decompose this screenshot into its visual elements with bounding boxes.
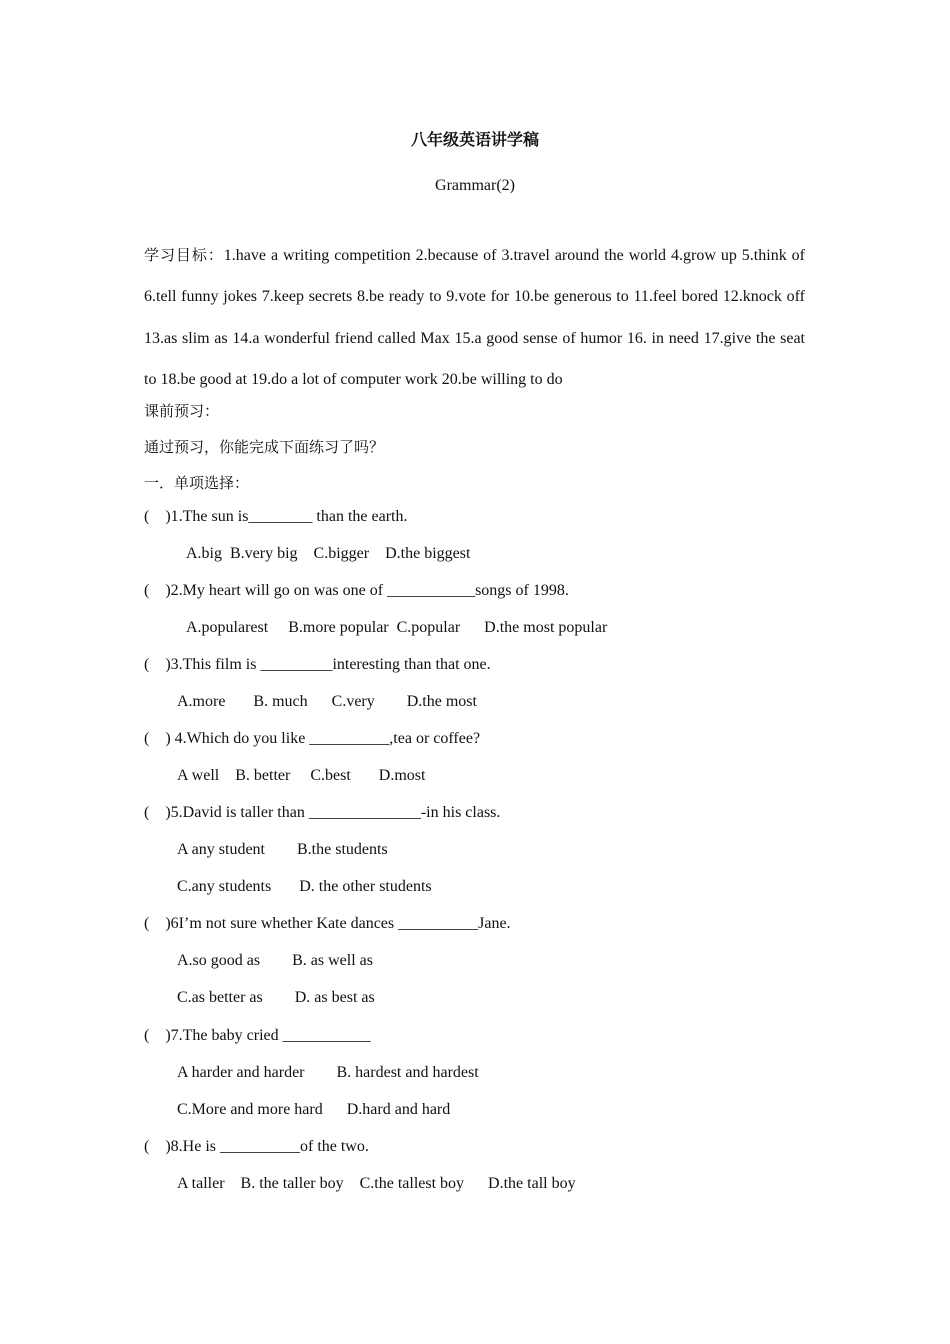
section-heading: 一．单项选择： [144, 474, 250, 492]
preview-heading: 课前预习： [144, 402, 220, 420]
question-5-options-a: A any student B.the students [177, 841, 388, 858]
question-1: ( )1.The sun is________ than the earth. [144, 508, 408, 525]
objectives-text: 1.have a writing competition 2.because of 3.travel around the world 4.grow up 5.think of 6.tell funny jokes 7.keep secrets 8.be ready to 9.vote for 10.be generous to 11.feel bored 12.knock off 13.as slim as 14.a wonderful friend called Max 15.a good sense of humor 16. in need 17.give the seat to 18.be good at 19.do a lot of computer work 20.be willing to do [144, 247, 805, 388]
question-6-options-a: A.so good as B. as well as [177, 952, 373, 969]
question-5: ( )5.David is taller than ______________-in his class. [144, 804, 501, 821]
question-1-options: A.big B.very big C.bigger D.the biggest [186, 545, 471, 562]
question-7-options-a: A harder and harder B. hardest and hardest [177, 1064, 479, 1081]
objectives-label: 学习目标： [144, 246, 224, 264]
question-8-options: A taller B. the taller boy C.the tallest boy D.the tall boy [177, 1175, 576, 1192]
question-4: ( ) 4.Which do you like __________,tea or coffee? [144, 730, 481, 747]
question-8: ( )8.He is __________of the two. [144, 1138, 369, 1155]
question-6-options-b: C.as better as D. as best as [177, 989, 375, 1006]
question-5-options-b: C.any students D. the other students [177, 878, 432, 895]
question-2-options: A.popularest B.more popular C.popular D.the most popular [186, 619, 608, 636]
question-7-options-b: C.More and more hard D.hard and hard [177, 1101, 451, 1118]
page-subtitle: Grammar(2) [435, 177, 515, 194]
question-3-options: A.more B. much C.very D.the most [177, 693, 477, 710]
question-4-options: A well B. better C.best D.most [177, 767, 426, 784]
question-7: ( )7.The baby cried ___________ [144, 1027, 371, 1044]
question-6: ( )6I’m not sure whether Kate dances __________Jane. [144, 915, 511, 932]
question-2: ( )2.My heart will go on was one of ___________songs of 1998. [144, 582, 569, 599]
learning-objectives [144, 235, 805, 400]
question-3: ( )3.This film is _________interesting than that one. [144, 656, 491, 673]
page-title: 八年级英语讲学稿 [410, 130, 539, 149]
preview-prompt: 通过预习，你能完成下面练习了吗？ [144, 438, 385, 456]
